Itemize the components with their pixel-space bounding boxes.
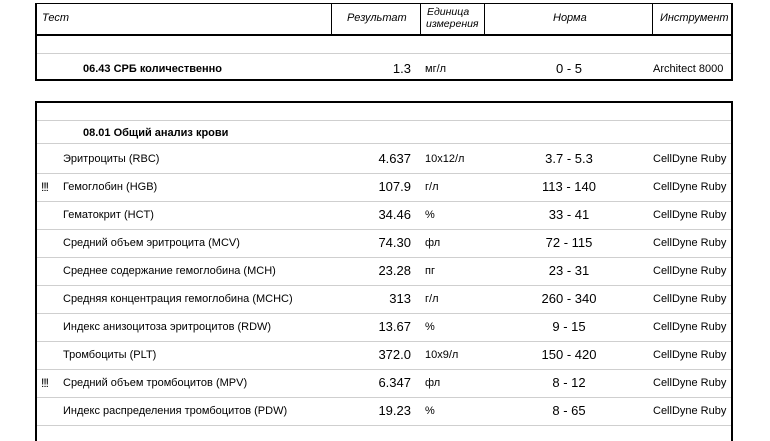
unit-cell: 10x12/л xyxy=(425,153,465,165)
header-unit-line1: Единица xyxy=(427,6,470,18)
norm-range: 260 - 340 xyxy=(541,291,597,306)
instrument-cell: CellDyne Ruby xyxy=(653,321,727,333)
norm-range: 33 - 41 xyxy=(548,207,590,222)
table-row xyxy=(37,285,731,313)
unit-cell: пг xyxy=(425,265,435,277)
cbc-section-title-row xyxy=(37,121,731,143)
result-value: 74.30 xyxy=(378,235,411,250)
test-name: Гемоглобин (HGB) xyxy=(63,181,158,193)
test-name: Среднее содержание гемоглобина (MCH) xyxy=(63,265,276,277)
result-value: 34.46 xyxy=(378,207,411,222)
test-name: Гематокрит (HCT) xyxy=(63,209,154,221)
result-value: 313 xyxy=(389,291,411,306)
instrument-cell: CellDyne Ruby xyxy=(653,293,727,305)
header-unit-line2: измерения xyxy=(426,18,479,30)
result-value: 372.0 xyxy=(378,347,411,362)
header-test: Тест xyxy=(42,12,70,24)
result-value: 6.347 xyxy=(378,375,411,390)
header-table xyxy=(35,3,733,81)
unit-cell: фл xyxy=(425,237,441,249)
flag-marker: !!! xyxy=(41,180,49,194)
table-row xyxy=(37,313,731,341)
test-name: Средний объем эритроцита (MCV) xyxy=(63,237,240,249)
crp-test-name: 06.43 СРБ количественно xyxy=(83,63,222,75)
row-divider xyxy=(37,425,731,426)
crp-norm: 0 - 5 xyxy=(555,61,582,76)
norm-range: 72 - 115 xyxy=(545,235,593,250)
unit-cell: фл xyxy=(425,377,441,389)
flag-marker: !!! xyxy=(41,376,49,390)
col-divider xyxy=(420,4,421,34)
header-instrument: Инструмент xyxy=(660,12,729,24)
crp-row xyxy=(37,55,731,83)
result-value: 13.67 xyxy=(378,319,411,334)
instrument-cell: CellDyne Ruby xyxy=(653,405,727,417)
test-name: Тромбоциты (PLT) xyxy=(63,349,157,361)
unit-cell: % xyxy=(425,321,435,333)
instrument-cell: CellDyne Ruby xyxy=(653,377,727,389)
crp-value: 1.3 xyxy=(392,61,411,76)
row-divider xyxy=(37,53,731,54)
unit-cell: % xyxy=(425,405,435,417)
instrument-cell: CellDyne Ruby xyxy=(653,209,727,221)
header-norm: Норма xyxy=(553,12,587,24)
table-row xyxy=(37,201,731,229)
unit-cell: г/л xyxy=(425,181,439,193)
table-row xyxy=(37,369,731,397)
col-divider xyxy=(331,4,332,34)
norm-range: 8 - 65 xyxy=(552,403,586,418)
norm-range: 8 - 12 xyxy=(552,375,586,390)
crp-unit: мг/л xyxy=(425,63,447,75)
header-result: Результат xyxy=(347,12,407,24)
norm-range: 23 - 31 xyxy=(548,263,590,278)
unit-cell: 10x9/л xyxy=(425,349,459,361)
table-row xyxy=(37,173,731,201)
row-divider xyxy=(37,143,731,144)
instrument-cell: CellDyne Ruby xyxy=(653,265,727,277)
instrument-cell: CellDyne Ruby xyxy=(653,181,727,193)
table-row xyxy=(37,229,731,257)
test-name: Индекс распределения тромбоцитов (PDW) xyxy=(63,405,288,417)
test-name: Средний объем тромбоцитов (MPV) xyxy=(63,377,248,389)
col-divider xyxy=(652,4,653,34)
instrument-cell: CellDyne Ruby xyxy=(653,237,727,249)
cbc-table xyxy=(35,101,733,441)
result-value: 107.9 xyxy=(378,179,411,194)
norm-range: 3.7 - 5.3 xyxy=(545,151,593,166)
crp-instrument: Architect 8000 xyxy=(653,63,724,75)
norm-range: 9 - 15 xyxy=(552,319,586,334)
test-name: Эритроциты (RBC) xyxy=(63,153,160,165)
result-value: 4.637 xyxy=(378,151,411,166)
table-row xyxy=(37,397,731,425)
test-name: Средняя концентрация гемоглобина (MCHC) xyxy=(63,293,293,305)
result-value: 23.28 xyxy=(378,263,411,278)
cbc-section-title: 08.01 Общий анализ крови xyxy=(83,127,229,139)
result-value: 19.23 xyxy=(378,403,411,418)
norm-range: 150 - 420 xyxy=(541,347,597,362)
table-row xyxy=(37,257,731,285)
unit-cell: г/л xyxy=(425,293,439,305)
instrument-cell: CellDyne Ruby xyxy=(653,153,727,165)
table-row xyxy=(37,145,731,173)
norm-range: 113 - 140 xyxy=(542,179,596,194)
table-row xyxy=(37,341,731,369)
instrument-cell: CellDyne Ruby xyxy=(653,349,727,361)
test-name: Индекс анизоцитоза эритроцитов (RDW) xyxy=(63,321,272,333)
unit-cell: % xyxy=(425,209,435,221)
col-divider xyxy=(484,4,485,34)
header-row xyxy=(37,4,731,36)
